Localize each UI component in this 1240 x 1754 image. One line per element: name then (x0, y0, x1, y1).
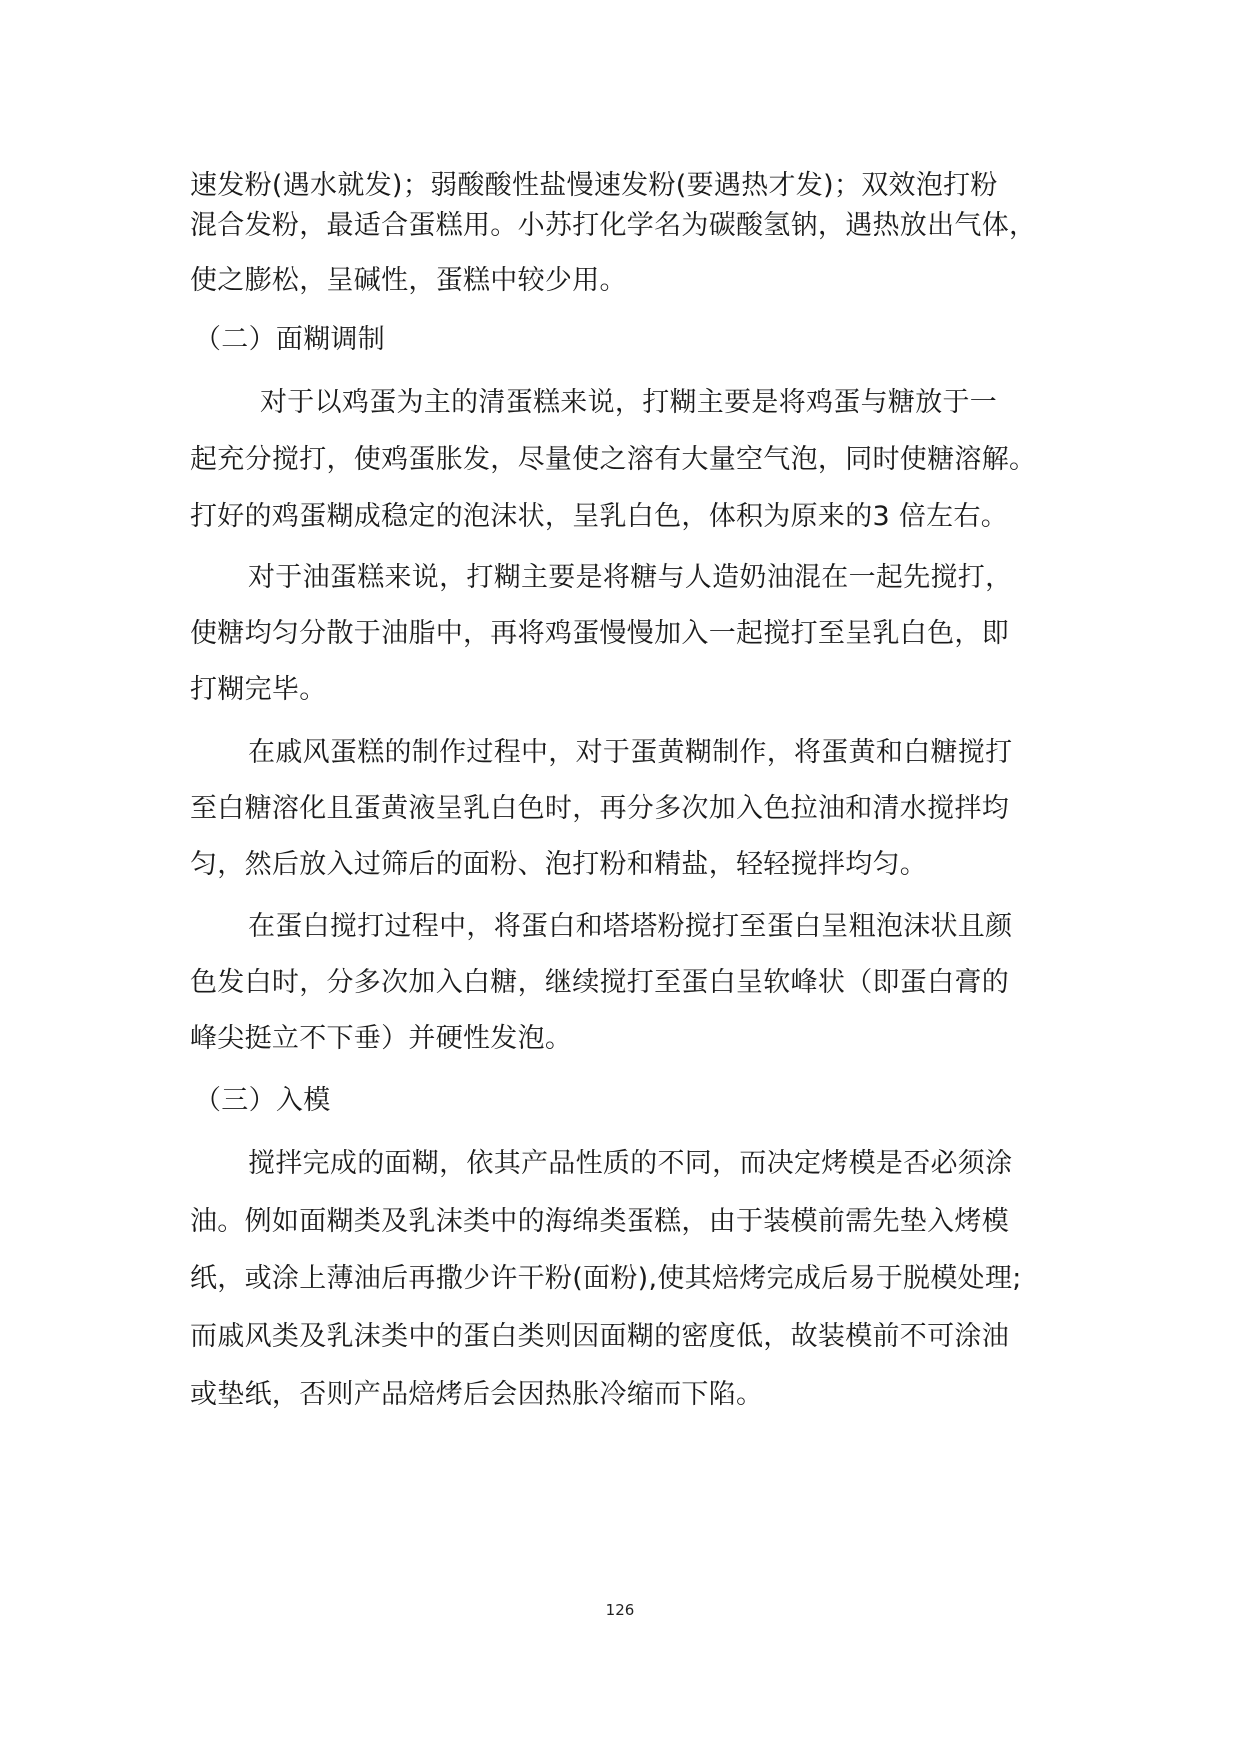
body-text-line: 使之膨松，呈碱性，蛋糕中较少用。 (190, 265, 627, 296)
body-text-line: 或垫纸，否则产品焙烤后会因热胀冷缩而下陷。 (190, 1379, 764, 1410)
body-text-line: 起充分搅打，使鸡蛋胀发，尽量使之溶有大量空气泡，同时使糖溶解。 (190, 444, 1037, 475)
body-text-line: 色发白时，分多次加入白糖，继续搅打至蛋白呈软峰状（即蛋白膏的 (190, 967, 1009, 998)
body-text-line: 峰尖挺立不下垂）并硬性发泡。 (190, 1023, 573, 1054)
body-text-line: 匀，然后放入过筛后的面粉、泡打粉和精盐，轻轻搅拌均匀。 (190, 849, 928, 880)
body-text-line: 速发粉(遇水就发)；弱酸酸性盐慢速发粉(要遇热才发)；双效泡打粉 (190, 170, 998, 201)
body-text-line: 对于油蛋糕来说，打糊主要是将糖与人造奶油混在一起先搅打， (248, 562, 1013, 593)
body-text-line: 对于以鸡蛋为主的清蛋糕来说，打糊主要是将鸡蛋与糖放于一 (260, 387, 998, 418)
body-text-line: 而戚风类及乳沫类中的蛋白类则因面糊的密度低，故装模前不可涂油 (190, 1321, 1009, 1352)
body-text-line: 在戚风蛋糕的制作过程中，对于蛋黄糊制作，将蛋黄和白糖搅打 (248, 737, 1013, 768)
body-text-line: 打好的鸡蛋糊成稳定的泡沫状，呈乳白色，体积为原来的3 倍左右。 (190, 501, 1009, 532)
body-text-line: 至白糖溶化且蛋黄液呈乳白色时，再分多次加入色拉油和清水搅拌均 (190, 793, 1009, 824)
page-number: 126 (605, 1601, 635, 1619)
body-text-line: 在蛋白搅打过程中，将蛋白和塔塔粉搅打至蛋白呈粗泡沫状且颜 (248, 911, 1013, 942)
section-heading: （三）入模 (194, 1085, 331, 1116)
section-heading: （二）面糊调制 (194, 324, 386, 355)
body-text-line: 油。例如面糊类及乳沫类中的海绵类蛋糕，由于装模前需先垫入烤模 (190, 1206, 1009, 1237)
body-text-line: 混合发粉，最适合蛋糕用。小苏打化学名为碳酸氢钠，遇热放出气体， (190, 210, 1037, 241)
body-text-line: 使糖均匀分散于油脂中，再将鸡蛋慢慢加入一起搅打至呈乳白色，即 (190, 618, 1009, 649)
body-text-line: 搅拌完成的面糊，依其产品性质的不同，而决定烤模是否必须涂 (248, 1148, 1013, 1179)
body-text-line: 纸，或涂上薄油后再撒少许干粉(面粉),使其焙烤完成后易于脱模处理; (190, 1263, 1022, 1294)
body-text-line: 打糊完毕。 (190, 674, 327, 705)
